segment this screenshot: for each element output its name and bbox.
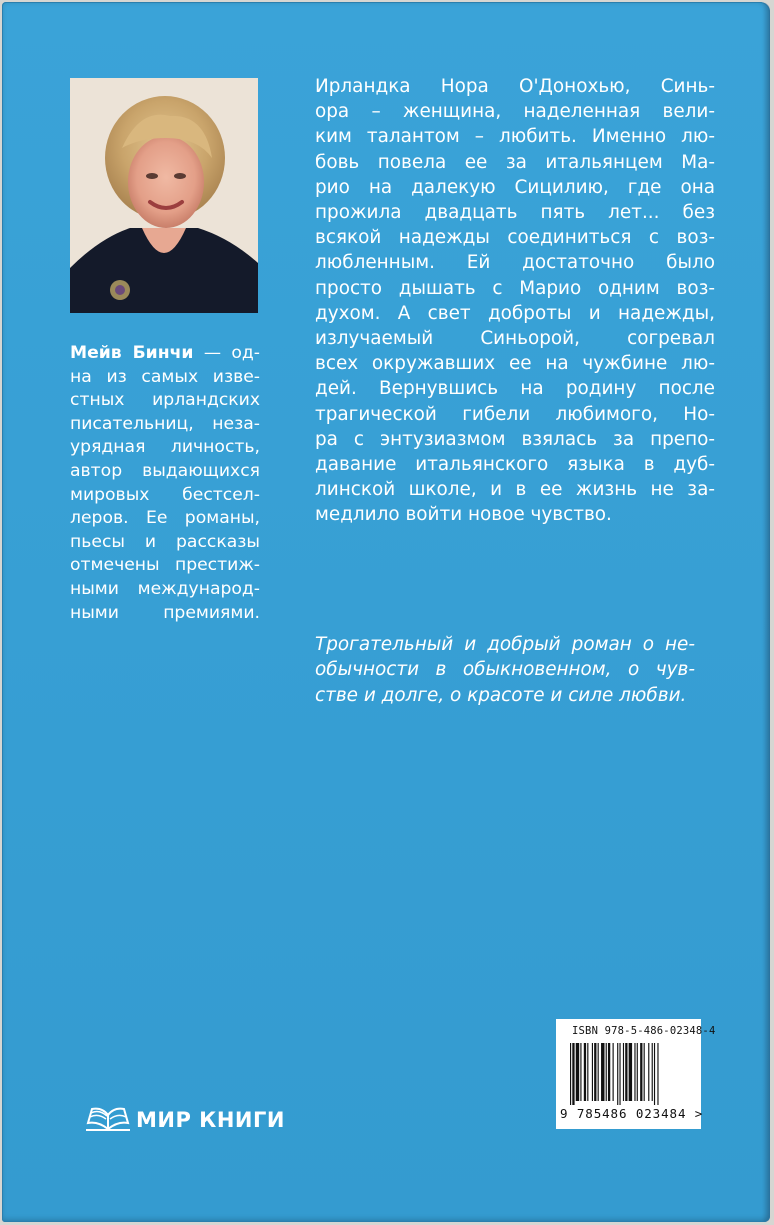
description-line: всех окружавших ее на чужбине лю- xyxy=(315,353,715,375)
isbn-label: ISBN 978-5-486-02348-4 xyxy=(572,1025,716,1037)
description-line: Ирландка Нора О'Донохью, Синь- xyxy=(315,76,715,97)
barcode-bar xyxy=(608,1043,610,1101)
description-line: дей. Вернувшись на родину после xyxy=(315,378,715,400)
description-line: трагической гибели любимого, Но- xyxy=(315,403,715,425)
barcode xyxy=(556,1019,716,1129)
bio-line: автор выдающихся xyxy=(70,460,260,481)
barcode-bar xyxy=(601,1043,604,1101)
description-line: линской школе, и в ее жизнь не за- xyxy=(315,479,715,501)
bio-line: леров. Ее романы, xyxy=(70,508,260,529)
open-book-icon xyxy=(86,1103,130,1137)
bio-line: стных ирландских xyxy=(70,390,260,411)
barcode-bar xyxy=(657,1043,658,1105)
publisher-name: МИР КНИГИ xyxy=(136,1108,285,1132)
tagline-line: Трогательный и добрый роман о не- xyxy=(315,634,695,655)
description-line: ора – женщина, наделенная вели- xyxy=(315,101,715,123)
barcode-bar xyxy=(629,1043,632,1101)
barcode-bar xyxy=(617,1043,618,1105)
barcode-bar xyxy=(613,1043,614,1101)
author-bio xyxy=(70,342,260,625)
description-line: просто дышать с Марио одним воз- xyxy=(315,277,715,299)
bio-line: мировых бестсел- xyxy=(70,484,260,505)
barcode-bar xyxy=(644,1043,645,1101)
barcode-bar xyxy=(652,1043,653,1101)
description-line: давание итальянского языка в дуб- xyxy=(315,454,715,476)
barcode-bar xyxy=(634,1043,635,1101)
bio-line: ными премиями. xyxy=(70,602,260,623)
barcode-bar xyxy=(640,1043,642,1101)
bio-line: на из самых изве- xyxy=(70,366,260,387)
barcode-bar xyxy=(625,1043,627,1101)
barcode-bar xyxy=(592,1043,593,1101)
barcode-bar xyxy=(623,1043,624,1101)
description-line: ким талантом – любить. Именно лю- xyxy=(315,126,715,148)
bio-line: ными международ- xyxy=(70,578,260,599)
book-back-cover xyxy=(2,2,770,1222)
description-line: духом. А свет доброты и надежды, xyxy=(315,302,715,324)
barcode-bar xyxy=(654,1043,655,1105)
author-name: Мейв Бинчи xyxy=(70,343,194,363)
barcode-bars xyxy=(570,1043,688,1105)
barcode-bar xyxy=(594,1043,596,1101)
bio-line: отмечены престиж- xyxy=(70,555,260,576)
barcode-digits: 9 785486 023484 > xyxy=(560,1106,704,1121)
bio-line: пьесы и рассказы xyxy=(70,531,260,552)
barcode-bar xyxy=(576,1043,579,1101)
barcode-bar xyxy=(637,1043,638,1101)
barcode-bar xyxy=(580,1043,581,1101)
description-line: излучаемый Синьорой, согревал xyxy=(315,328,715,350)
description-line: бовь повела ее за итальянцем Ма- xyxy=(315,151,715,173)
cover-edge xyxy=(762,2,770,1222)
bio-line: писательниц, неза- xyxy=(70,413,260,434)
description-line: ра с энтузиазмом взялась за препо- xyxy=(315,428,715,450)
tagline-line: стве и долге, о красоте и силе любви. xyxy=(315,684,687,706)
barcode-bar xyxy=(619,1043,620,1105)
barcode-bar xyxy=(598,1043,599,1101)
barcode-bar xyxy=(584,1043,586,1101)
bio-line: урядная личность, xyxy=(70,437,260,458)
description-line: рио на далекую Сицилию, где она xyxy=(315,176,715,198)
book-tagline xyxy=(315,632,695,708)
tagline-line: обычности в обыкновенном, о чув- xyxy=(315,659,695,681)
bio-line: — од- xyxy=(193,343,261,363)
description-line: прожила двадцать пять лет... без xyxy=(315,202,715,224)
book-description xyxy=(315,74,715,528)
barcode-bar xyxy=(587,1043,588,1101)
author-photo xyxy=(70,78,258,313)
barcode-bar xyxy=(648,1043,649,1101)
barcode-bar xyxy=(606,1043,607,1101)
description-line: всякой надежды соединиться с воз- xyxy=(315,227,715,249)
description-line: медлило войти новое чувство. xyxy=(315,504,612,526)
barcode-bar xyxy=(570,1043,571,1105)
barcode-bar xyxy=(572,1043,574,1105)
publisher-logo xyxy=(86,1100,296,1140)
description-line: любленным. Ей достаточно было xyxy=(315,252,715,274)
